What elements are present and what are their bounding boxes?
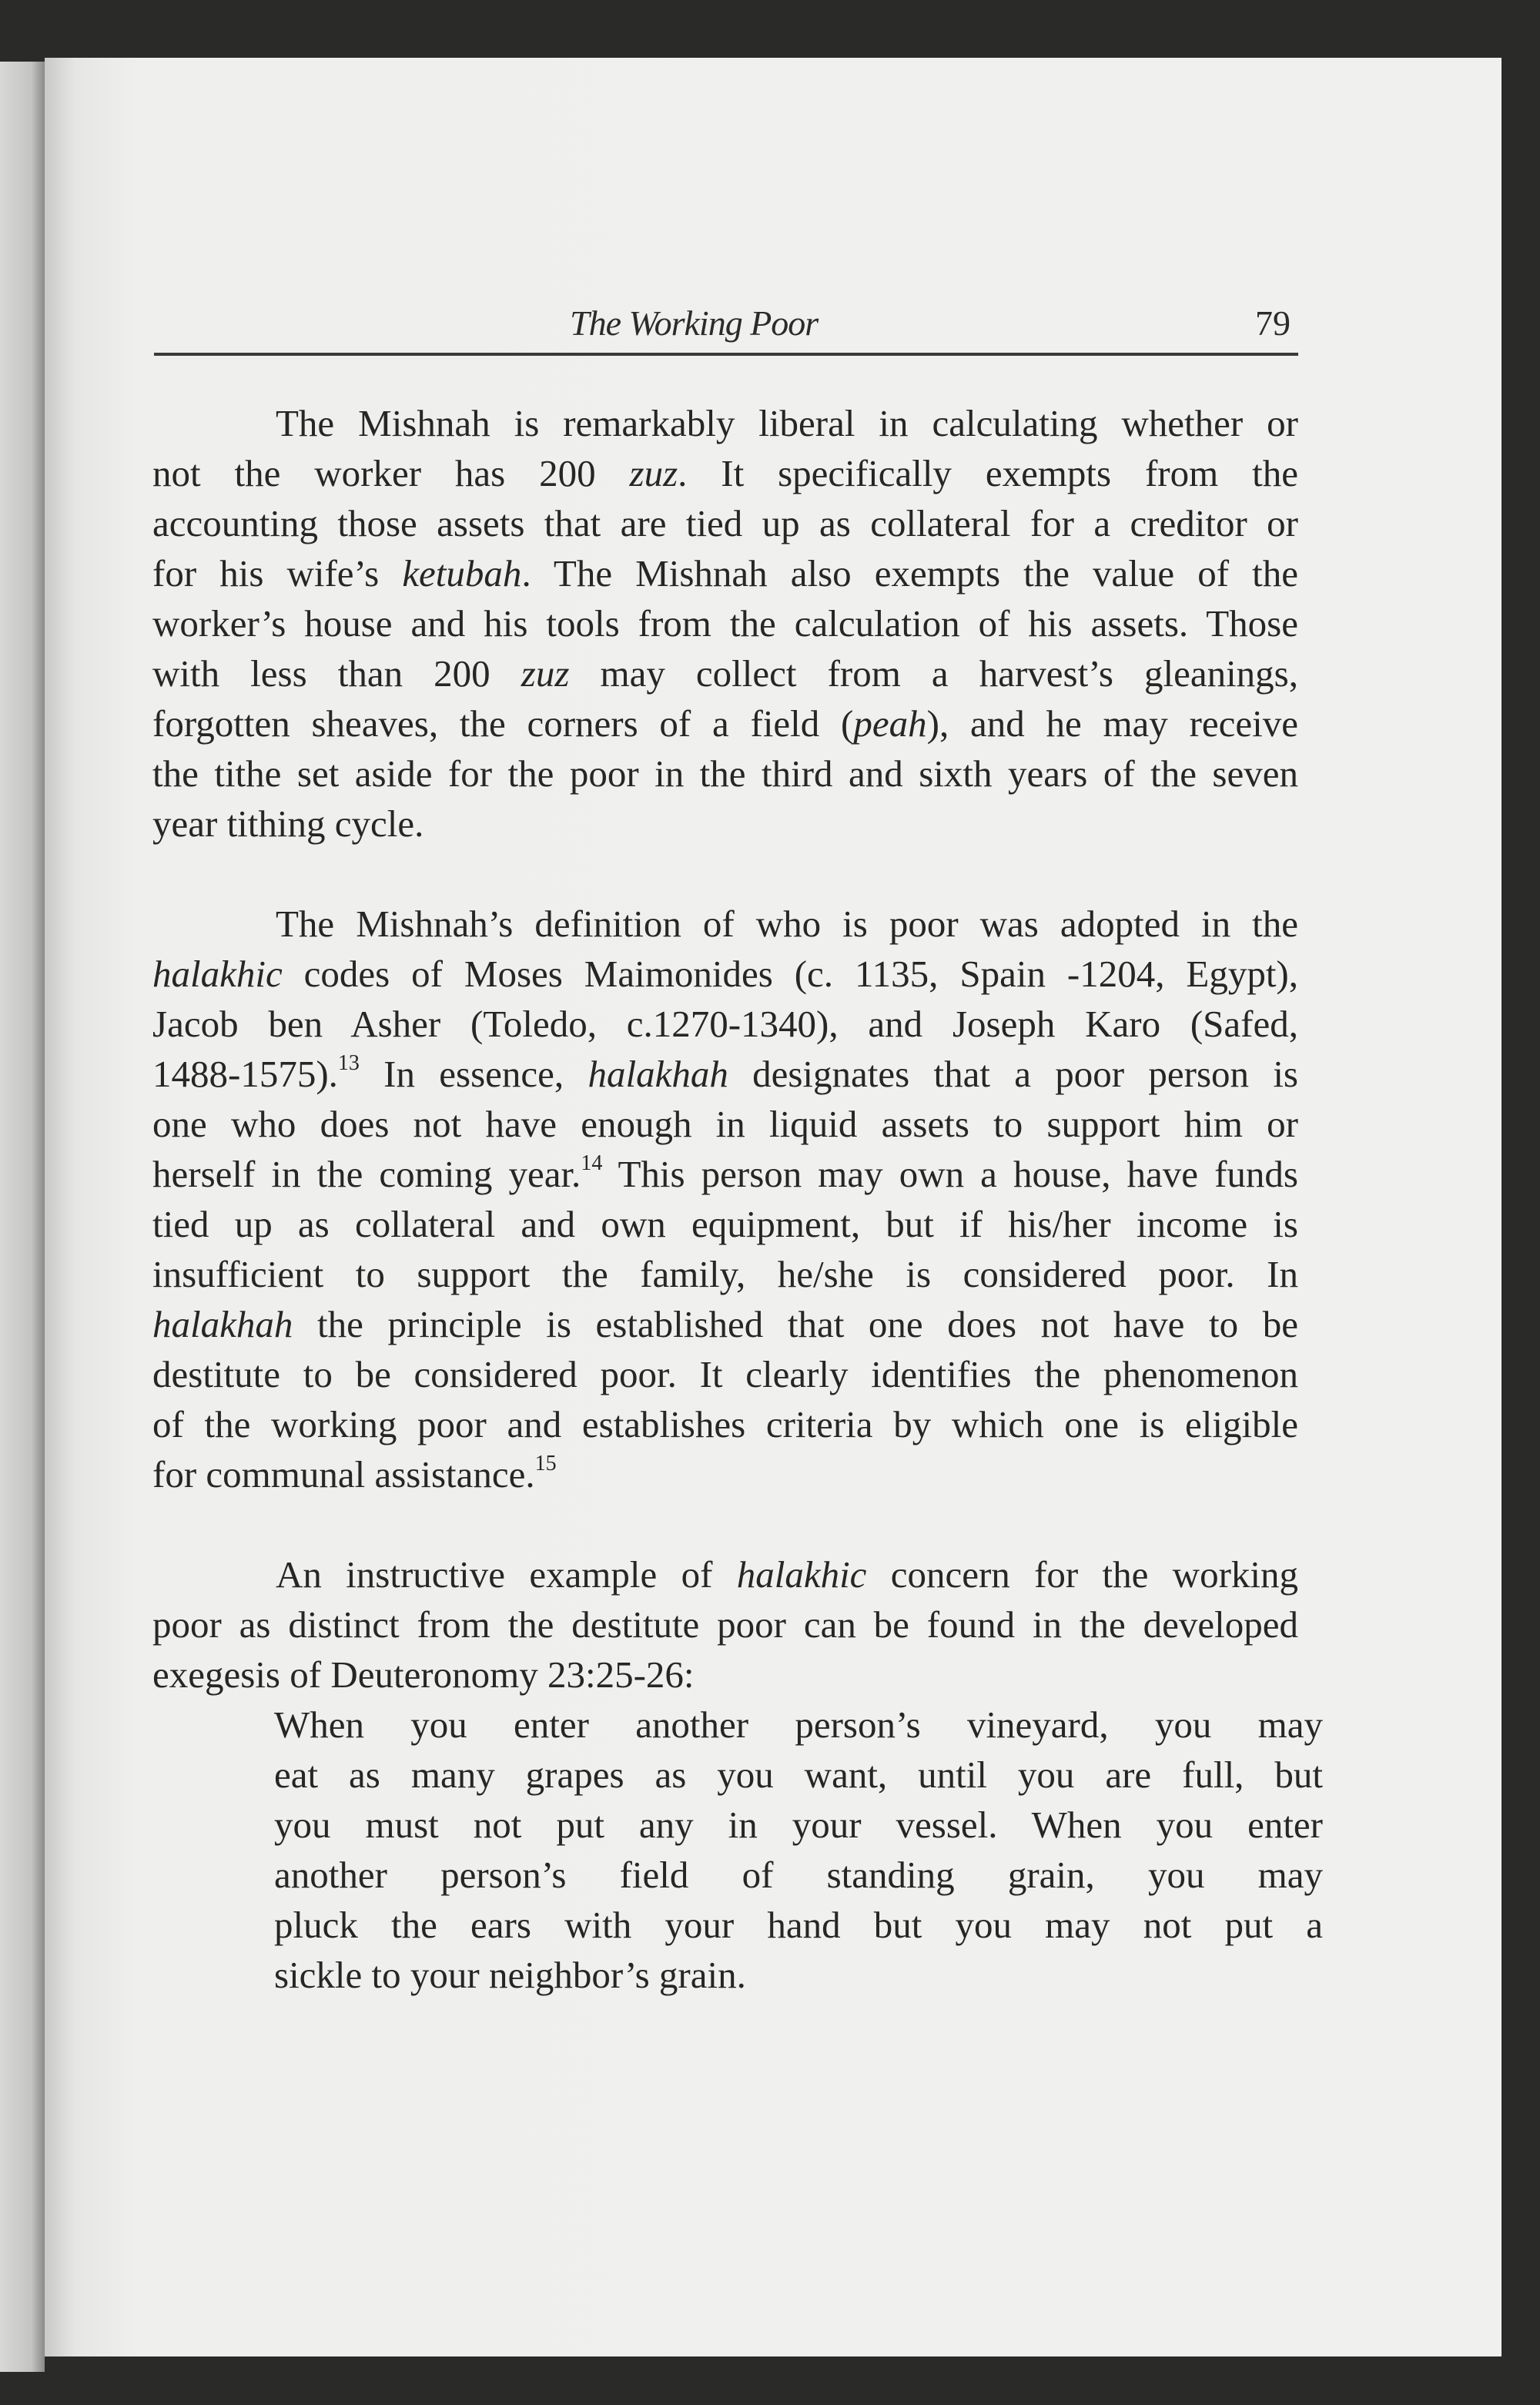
text-run: year tithing cycle. [152,802,424,845]
text-run: In essence, [359,1053,588,1095]
text-line [152,1049,1298,1099]
text-run: sickle to your neighbor’s grain. [274,1954,746,1996]
text-line [152,598,1298,648]
italic-term: zuz [521,652,570,695]
text-line [152,1249,1298,1299]
facing-page-edge [0,62,45,2372]
text-run: accounting those assets that are tied up as collateral for a creditor or [152,502,1298,544]
italic-term: halakhic [152,953,283,995]
text-line [152,498,1298,548]
text-line [152,648,1298,698]
text-run: insufficient to support the family, he/she is considered poor. In [152,1253,1298,1295]
text-run: ), and he may receive [926,702,1298,745]
text-run: with less than 200 [152,652,521,695]
text-run: The Mishnah is remarkably liberal in calculating whether or [276,402,1298,444]
text-line [152,398,1298,448]
text-line [152,1299,1298,1349]
italic-term: halakhah [152,1303,293,1345]
text-run: tied up as collateral and own equipment, but if his/her income is [152,1203,1298,1245]
text-run: may collect from a harvest’s gleanings, [569,652,1298,695]
text-line [274,1700,1323,1750]
text-run: one who does not have enough in liquid assets to support him or [152,1103,1298,1145]
text-line [152,448,1298,498]
text-run: of the working poor and establishes criteria by which one is eligible [152,1403,1298,1445]
footnote-ref: 15 [534,1452,557,1475]
block-quote [152,1700,1323,2000]
text-line [274,1800,1323,1850]
text-line [152,1149,1298,1199]
italic-term: zuz [629,452,678,494]
text-run: not the worker has 200 [152,452,630,494]
text-line [152,1449,1298,1499]
text-run: This person may own a house, have funds [602,1153,1298,1195]
italic-term: halakhic [736,1553,867,1596]
italic-term: peah [853,702,927,745]
text-line [152,698,1298,749]
text-run: 1488-1575). [152,1053,338,1095]
text-run: you must not put any in your vessel. When you enter [274,1804,1323,1846]
text-run: pluck the ears with your hand but you may not put a [274,1904,1323,1946]
text-run: worker’s house and his tools from the calculation of his assets. Those [152,602,1298,645]
text-line [274,1900,1323,1950]
text-line [152,1650,1298,1700]
text-run: the principle is established that one does not have to be [293,1303,1298,1345]
text-run: The Mishnah’s definition of who is poor was adopted in the [276,903,1298,945]
text-run: herself in the coming year. [152,1153,581,1195]
text-line [152,949,1298,999]
text-run: forgotten sheaves, the corners of a field ( [152,702,854,745]
text-line [152,548,1298,598]
text-line [152,1599,1298,1650]
footnote-ref: 13 [337,1051,360,1075]
text-line [274,1750,1323,1800]
text-line [274,1850,1323,1900]
text-run: another person’s field of standing grain, you may [274,1854,1323,1896]
text-line [274,1950,1323,2000]
paragraph [152,1549,1298,1700]
footnote-ref: 14 [581,1151,603,1175]
text-run: codes of Moses Maimonides (c. 1135, Spain -1204, Egypt), [282,953,1298,995]
text-run: for communal assistance. [152,1453,535,1496]
header-rule [154,353,1298,356]
text-run: poor as distinct from the destitute poor can be found in the developed [152,1603,1298,1646]
text-run: Jacob ben Asher (Toledo, c.1270-1340), and Joseph Karo (Safed, [152,1003,1298,1045]
text-run: exegesis of Deuteronomy 23:25-26: [152,1653,695,1696]
italic-term: ketubah [402,552,522,595]
paragraph [152,398,1298,849]
paragraph-gap [152,849,1298,899]
paragraph [152,899,1298,1499]
text-run: designates that a poor person is [728,1053,1298,1095]
text-line [152,799,1298,849]
paragraph-gap [152,1499,1298,1549]
text-run: An instructive example of [276,1553,737,1596]
text-run: for his wife’s [152,552,403,595]
body-text [152,398,1323,2000]
text-line [152,999,1298,1049]
running-header-title: The Working Poor [570,303,819,343]
text-line [152,1199,1298,1249]
text-run: destitute to be considered poor. It clearly identifies the phenomenon [152,1353,1298,1395]
text-line [152,1399,1298,1449]
text-line [152,1349,1298,1399]
text-line [152,1099,1298,1149]
text-line [152,1549,1298,1599]
text-line [152,899,1298,949]
text-run: . The Mishnah also exempts the value of the [521,552,1298,595]
text-line [152,749,1298,799]
page-number: 79 [1255,303,1291,343]
text-run: the tithe set aside for the poor in the third and sixth years of the seven [152,752,1298,795]
text-run: concern for the working [866,1553,1298,1596]
text-run: . It specifically exempts from the [678,452,1298,494]
italic-term: halakhah [588,1053,728,1095]
text-run: When you enter another person’s vineyard, you may [274,1703,1323,1746]
text-run: eat as many grapes as you want, until you are full, but [274,1754,1323,1796]
